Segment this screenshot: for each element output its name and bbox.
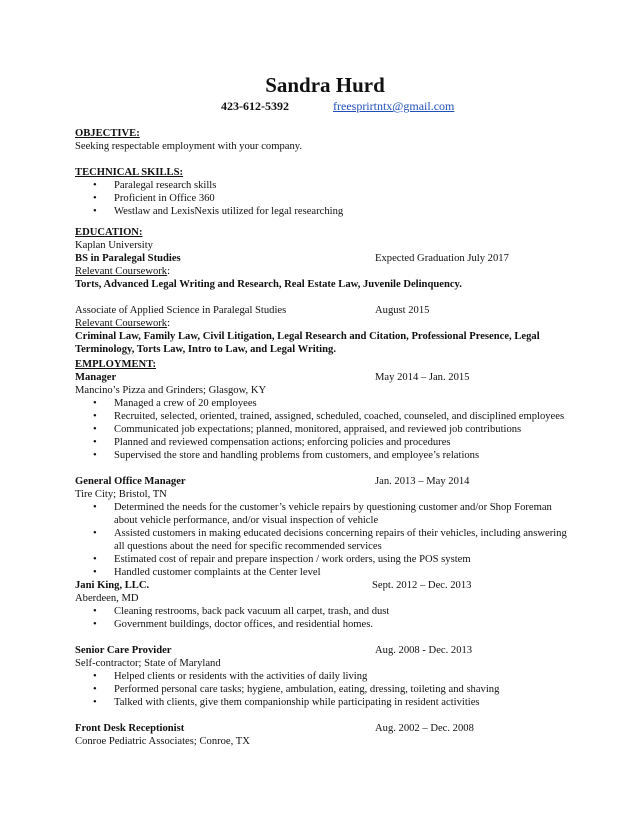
phone-number: 423-612-5392 bbox=[221, 99, 289, 113]
education-section bbox=[75, 226, 575, 356]
job-dates: Jan. 2013 – May 2014 bbox=[375, 476, 470, 487]
job-employer: Mancino’s Pizza and Grinders; Glasgow, KY bbox=[75, 385, 267, 396]
school-name: Kaplan University bbox=[75, 240, 153, 251]
job-title-row bbox=[75, 579, 575, 592]
job-dates: May 2014 – Jan. 2015 bbox=[375, 372, 470, 383]
list-item: • Proficient in Office 360 bbox=[75, 192, 575, 205]
job-title: Manager bbox=[75, 372, 117, 383]
list-item: • Talked with clients, give them companionship while participating in resident activities bbox=[75, 696, 575, 709]
duties-list bbox=[75, 670, 575, 709]
list-item: • Estimated cost of repair and prepare inspection / work orders, using the POS system bbox=[75, 553, 575, 566]
job-employer: Tire City; Bristol, TN bbox=[75, 489, 167, 500]
list-item: • Communicated job expectations; planned, monitored, appraised, and reviewed job contributions bbox=[75, 423, 575, 436]
list-item: • Planned and reviewed compensation actions; enforcing policies and procedures bbox=[75, 436, 575, 449]
coursework-label-row: Relevant Coursework: bbox=[75, 318, 171, 329]
employment-heading: EMPLOYMENT: bbox=[75, 359, 157, 370]
list-item: • Westlaw and LexisNexis utilized for legal researching bbox=[75, 205, 575, 218]
candidate-name: Sandra Hurd bbox=[265, 73, 385, 97]
employment-section bbox=[75, 358, 575, 748]
duties-list bbox=[75, 501, 575, 579]
email-link[interactable]: freesprirtntx@gmail.com bbox=[333, 99, 455, 113]
job-dates: Aug. 2008 - Dec. 2013 bbox=[375, 645, 473, 656]
degree-title: Associate of Applied Science in Paralegal Studies bbox=[75, 305, 287, 316]
list-item: • Government buildings, doctor offices, and residential homes. bbox=[75, 618, 575, 631]
list-item: • Recruited, selected, oriented, trained, assigned, scheduled, coached, counseled, and disciplined employees bbox=[75, 410, 575, 423]
list-item: • Handled customer complaints at the Center level bbox=[75, 566, 575, 579]
degree-date: Expected Graduation July 2017 bbox=[375, 253, 509, 264]
list-item: • Managed a crew of 20 employees bbox=[75, 397, 575, 410]
job-title-row bbox=[75, 475, 575, 488]
job-title: Senior Care Provider bbox=[75, 645, 172, 656]
degree-row bbox=[75, 304, 575, 317]
list-item: • Supervised the store and handling problems from customers, and employee’s relations bbox=[75, 449, 575, 462]
job-dates: Sept. 2012 – Dec. 2013 bbox=[372, 580, 472, 591]
job-title-row bbox=[75, 371, 575, 384]
job-title: Front Desk Receptionist bbox=[75, 723, 185, 734]
education-heading: EDUCATION: bbox=[75, 227, 143, 238]
skills-heading: TECHNICAL SKILLS: bbox=[75, 167, 184, 178]
list-item: • Cleaning restrooms, back pack vacuum all carpet, trash, and dust bbox=[75, 605, 575, 618]
objective-section bbox=[75, 127, 575, 153]
coursework-list: Criminal Law, Family Law, Civil Litigation, Legal Research and Citation, Professional Presence, Legal Terminology, Torts Law, Intro to Law, and Legal Writing. bbox=[75, 331, 540, 355]
list-item: • Performed personal care tasks; hygiene, ambulation, eating, dressing, toileting and shaving bbox=[75, 683, 575, 696]
job-title: Jani King, LLC. bbox=[75, 580, 150, 591]
skills-list bbox=[75, 179, 575, 218]
coursework-list: Torts, Advanced Legal Writing and Research, Real Estate Law, Juvenile Delinquency. bbox=[75, 279, 462, 290]
list-item: • Paralegal research skills bbox=[75, 179, 575, 192]
coursework-label: Relevant Coursework bbox=[75, 266, 168, 277]
skills-section bbox=[75, 166, 575, 218]
degree-title: BS in Paralegal Studies bbox=[75, 253, 181, 264]
degree-row bbox=[75, 252, 575, 265]
coursework-label: Relevant Coursework bbox=[75, 318, 168, 329]
job-employer: Conroe Pediatric Associates; Conroe, TX bbox=[75, 736, 250, 747]
job-employer: Self-contractor; State of Maryland bbox=[75, 658, 221, 669]
objective-text: Seeking respectable employment with your company. bbox=[75, 141, 303, 152]
list-item: • Determined the needs for the customer’s vehicle repairs by questioning customer and/or Shop Foreman about vehicle performance, and/or visual inspection of vehicle bbox=[75, 501, 575, 527]
job-title-row bbox=[75, 722, 575, 735]
coursework-label-row: Relevant Coursework: bbox=[75, 266, 171, 277]
duties-list bbox=[75, 397, 575, 462]
duties-list bbox=[75, 605, 575, 631]
job-title-row bbox=[75, 644, 575, 657]
job-dates: Aug. 2002 – Dec. 2008 bbox=[375, 723, 474, 734]
list-item: • Assisted customers in making educated decisions concerning repairs of their vehicles, including answering all questions about the need for specific recommended services bbox=[75, 527, 575, 553]
job-employer: Aberdeen, MD bbox=[75, 593, 139, 604]
list-item: • Helped clients or residents with the activities of daily living bbox=[75, 670, 575, 683]
objective-heading: OBJECTIVE: bbox=[75, 128, 140, 139]
degree-date: August 2015 bbox=[375, 305, 430, 316]
job-title: General Office Manager bbox=[75, 476, 186, 487]
